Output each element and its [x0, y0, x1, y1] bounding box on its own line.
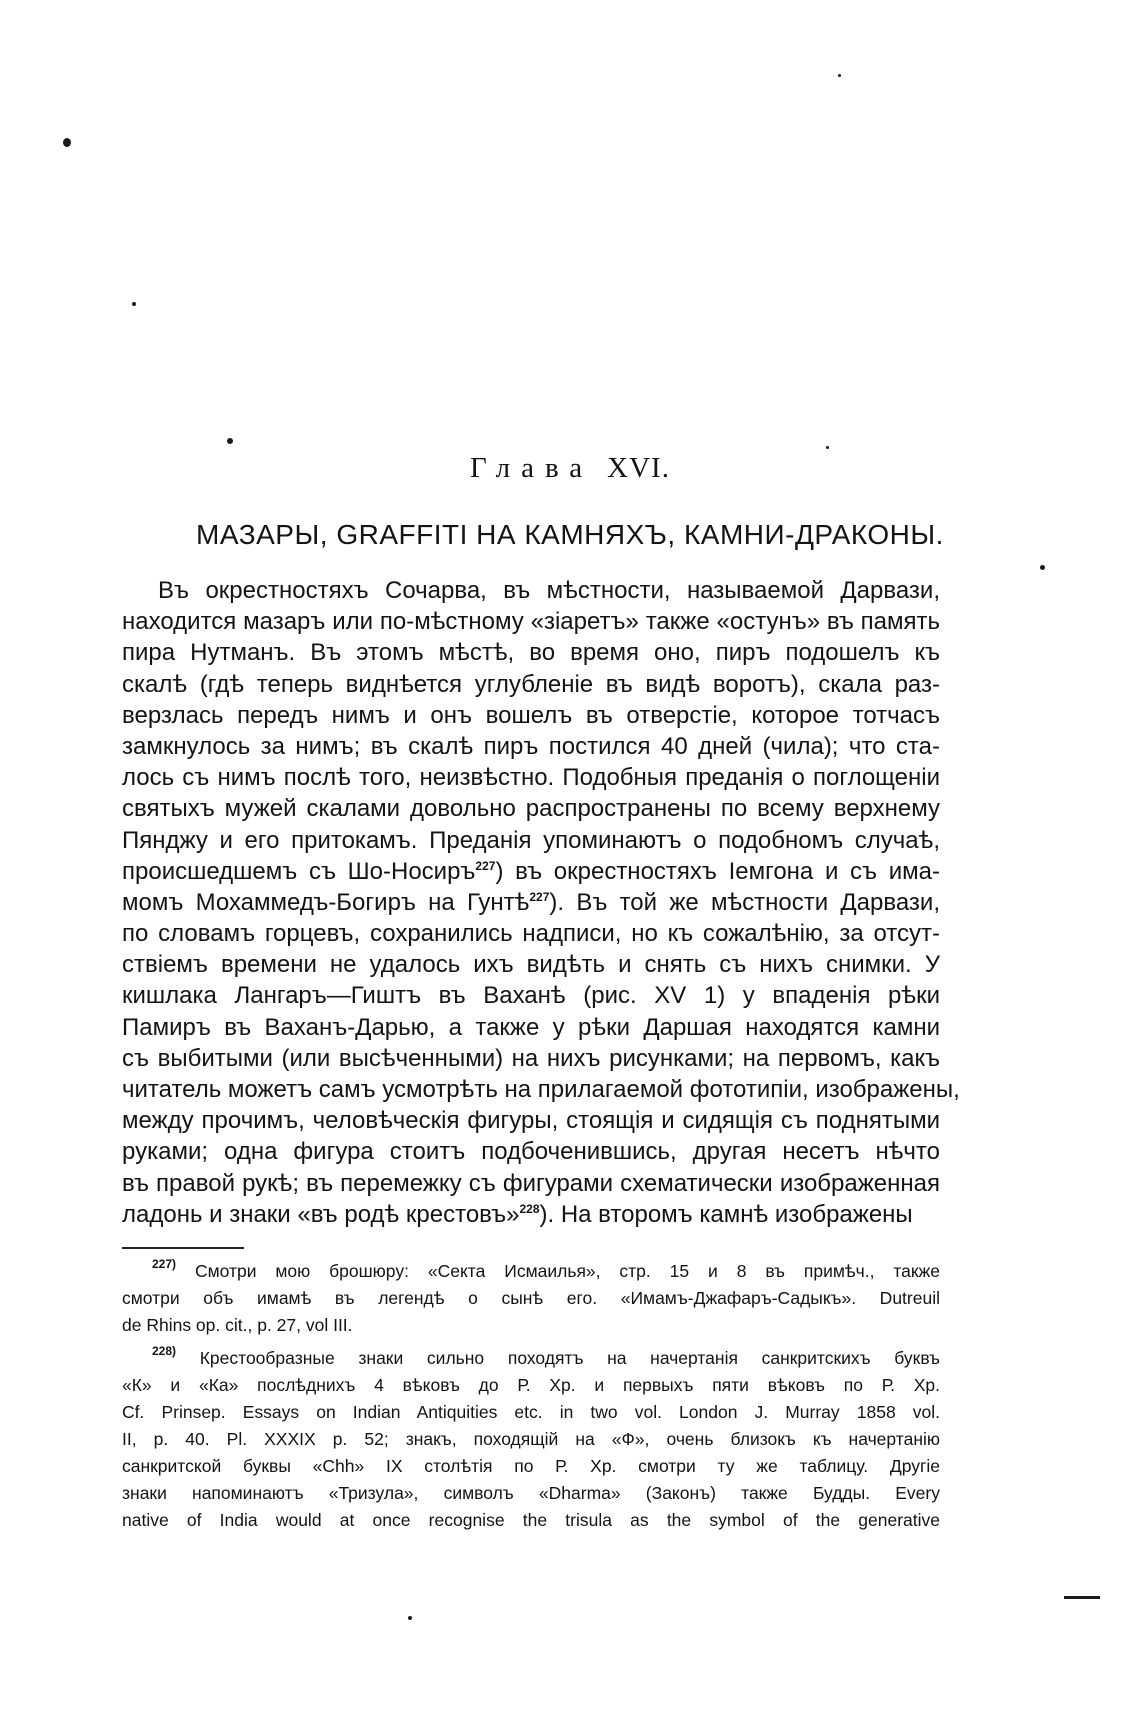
body-line-segment: ) въ окрестностяхъ Iемгона и съ има- — [495, 857, 940, 885]
footnote-line: смотри объ имамѣ въ легендѣ о сынѣ его. «Имамъ-Джафаръ-Садыкъ». Dutreuil — [122, 1288, 940, 1308]
body-line: по словамъ горцевъ, сохранились надписи, но къ сожалѣнію, за отсут- — [122, 920, 940, 948]
footnote-marker: 228) — [152, 1344, 177, 1358]
scan-mark — [1064, 1596, 1100, 1599]
body-line: лось съ нимъ послѣ того, неизвѣстно. Подобныя преданія о поглощеніи — [122, 764, 940, 792]
footnote-marker: 227) — [152, 1257, 177, 1271]
scan-speck — [63, 138, 71, 147]
footnotes — [122, 1258, 940, 1534]
body-line-segment: происшедшемъ съ Шо-Носиръ — [122, 857, 476, 885]
body-text — [122, 575, 960, 1230]
note-reference[interactable]: 228 — [519, 1201, 540, 1216]
body-line: руками; одна фигура стоитъ подбоченившись, другая несетъ нѣчто — [122, 1138, 940, 1166]
body-line — [122, 1199, 940, 1230]
chapter-label-word: Глава — [470, 452, 594, 484]
scan-speck — [838, 74, 841, 77]
scan-speck — [408, 1616, 412, 1620]
scan-speck — [826, 446, 829, 449]
body-line: скалѣ (гдѣ теперь виднѣется углубленіе въ видѣ воротъ), скала раз- — [122, 670, 940, 698]
body-line: въ правой рукѣ; въ перемежку съ фигурами схематически изображенная — [122, 1169, 940, 1197]
body-line: ствіемъ времени не удалось ихъ видѣть и снять съ нихъ снимки. У — [122, 951, 940, 979]
body-line — [122, 887, 940, 918]
body-line-segment: ). На второмъ камнѣ изображены — [539, 1200, 913, 1228]
chapter-title: МАЗАРЫ, GRAFFITI НА КАМНЯХЪ, КАМНИ-ДРАКОНЫ. — [196, 519, 944, 550]
body-line: находится мазаръ или по-мѣстному «зіаретъ» также «остунъ» въ память — [122, 608, 940, 636]
scan-speck — [132, 302, 136, 306]
body-line-segment: момъ Мохаммедъ-Богиръ на Гунтѣ — [122, 888, 530, 916]
body-line: Въ окрестностяхъ Сочарва, въ мѣстности, называемой Дарвази, — [158, 577, 940, 604]
footnote-line: санкритской буквы «Chh» IX столѣтія по Р. Хр. смотри ту же таблицу. Другіе — [122, 1456, 940, 1476]
body-line: Памиръ въ Ваханъ-Дарью, а также у рѣки Даршая находятся камни — [122, 1013, 940, 1041]
body-line: кишлака Лангаръ—Гиштъ въ Ваханѣ (рис. XV 1) у впаденія рѣки — [122, 982, 941, 1010]
body-line: читатель можетъ самъ усмотрѣть на прилагаемой фототипіи, изображены, — [122, 1076, 960, 1103]
footnote-divider — [122, 1247, 244, 1249]
note-reference[interactable]: 227 — [529, 889, 550, 904]
chapter-number: XVI. — [607, 452, 670, 484]
body-line: пира Нутманъ. Въ этомъ мѣстѣ, во время оно, пиръ подошелъ къ — [122, 639, 940, 667]
footnote-text: Крестообразные знаки сильно походятъ на начертанія санкритскихъ буквъ — [199, 1348, 940, 1368]
body-line-segment: ). Въ той же мѣстности Дарвази, — [549, 888, 941, 916]
body-line: замкнулось за нимъ; въ скалѣ пиръ постился 40 дней (чила); что ста- — [122, 732, 940, 760]
footnote-line: II, p. 40. Pl. XXXIX p. 52; знакъ, походящій на «Ф», очень близокъ къ начертанію — [122, 1429, 940, 1449]
footnote-line: de Rhins op. cit., p. 27, vol III. — [122, 1315, 353, 1335]
body-line: святыхъ мужей скалами довольно распространены по всему верхнему — [122, 795, 940, 823]
body-line: между прочимъ, человѣческія фигуры, стоящія и сидящія съ поднятыми — [122, 1107, 940, 1135]
body-line — [122, 856, 940, 887]
note-reference[interactable]: 227 — [475, 858, 496, 873]
footnote-line: Cf. Prinsep. Essays on Indian Antiquities etc. in two vol. London J. Murray 1858 vol. — [122, 1402, 940, 1422]
footnote-line: «К» и «Ка» послѣднихъ 4 вѣковъ до Р. Хр. и первыхъ пяти вѣковъ по Р. Хр. — [122, 1375, 940, 1395]
scan-speck — [227, 438, 233, 444]
footnote-text: Смотри мою брошюру: «Секта Исмаилья», стр. 15 и 8 въ примѣч., также — [194, 1261, 940, 1281]
body-line: Пянджу и его притокамъ. Преданія упоминаютъ о подобномъ случаѣ, — [122, 826, 940, 854]
footnote-line: native of India would at once recognise the trisula as the symbol of the generative — [122, 1510, 940, 1530]
footnote-line — [122, 1345, 940, 1372]
body-line-segment: ладонь и знаки «въ родѣ крестовъ» — [122, 1200, 520, 1228]
footnote-line — [122, 1258, 940, 1285]
footnote-line: знаки напоминаютъ «Тризула», символъ «Dharma» (Законъ) также Будды. Every — [122, 1483, 940, 1503]
chapter-label — [0, 452, 1140, 485]
body-line: съ выбитыми (или высѣченными) на нихъ рисунками; на первомъ, какъ — [122, 1044, 940, 1072]
scan-speck — [1040, 565, 1045, 570]
body-line: верзлась передъ нимъ и онъ вошелъ въ отверстіе, которое тотчасъ — [122, 701, 940, 729]
